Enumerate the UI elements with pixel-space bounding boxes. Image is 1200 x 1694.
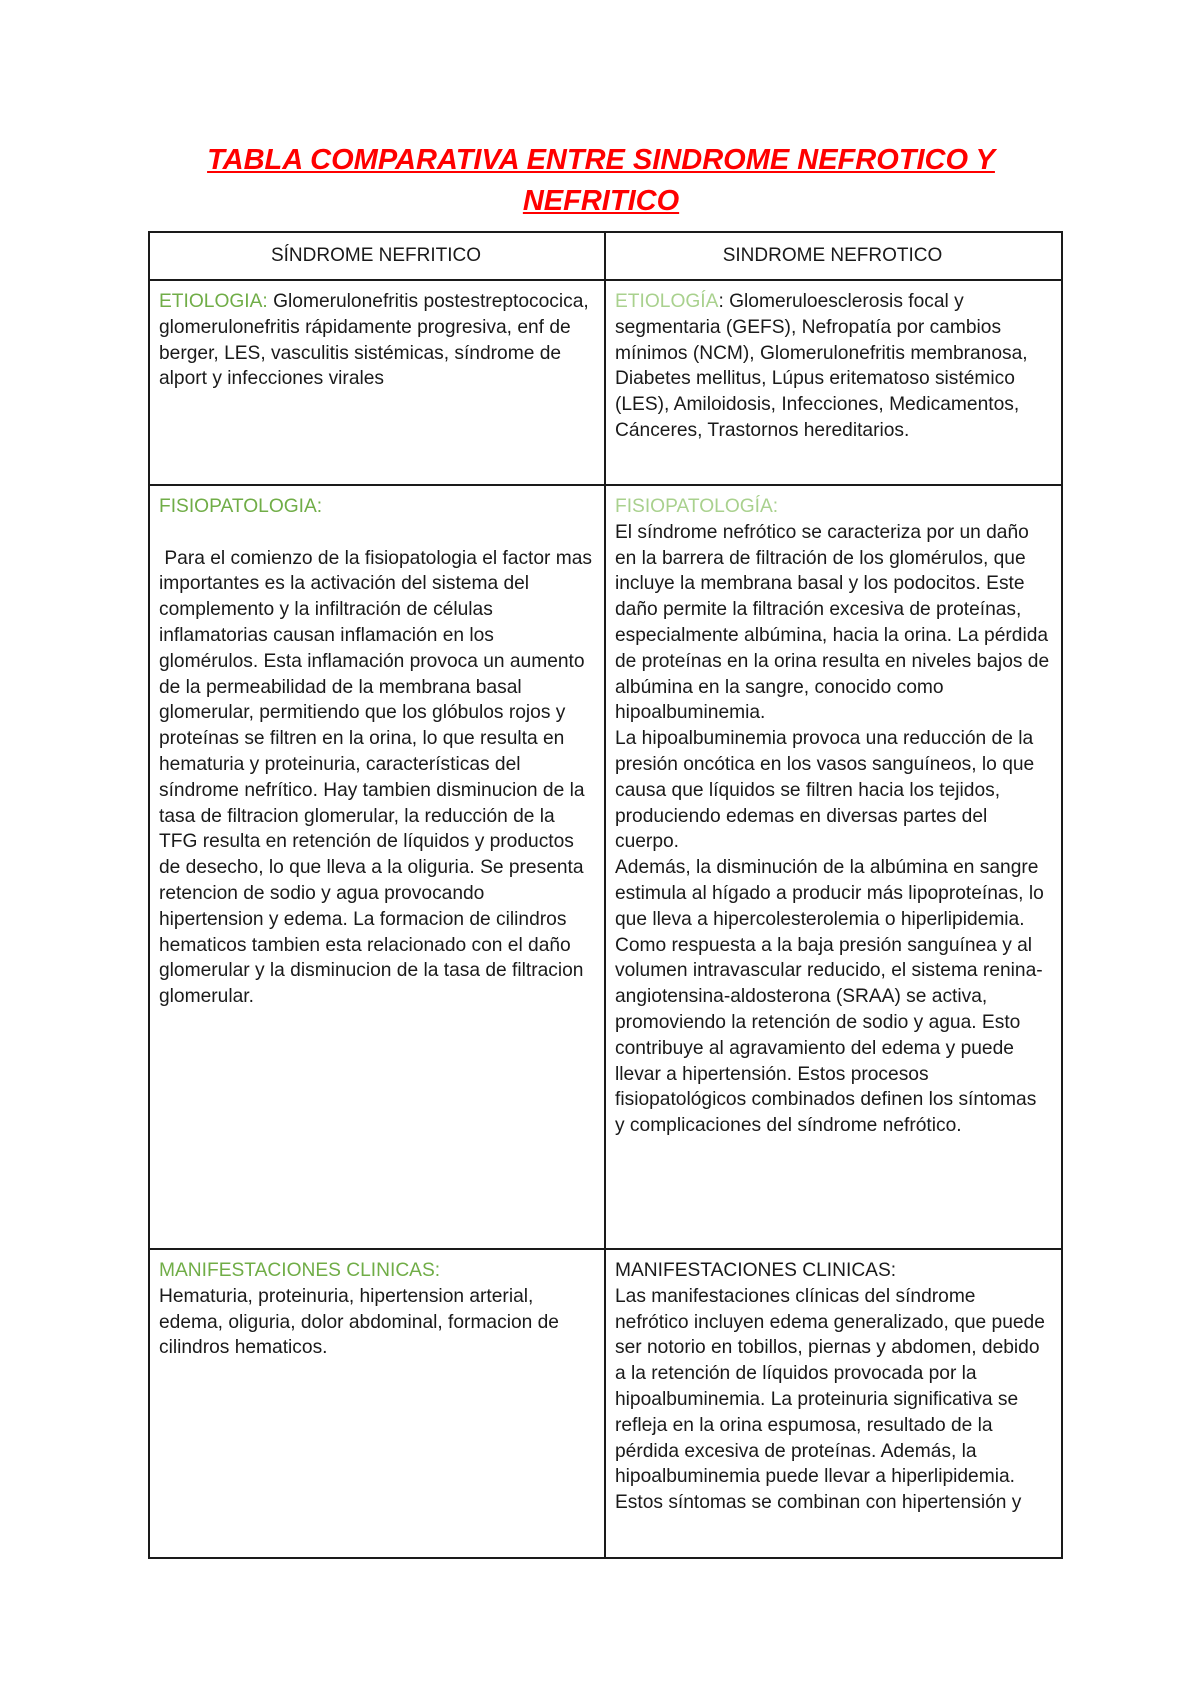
cell-etiologia-nefritico	[149, 280, 605, 485]
fisiopatologia-paragraph: Como respuesta a la baja presión sanguínea y al volumen intravascular reducido, el sistema renina-angiotensina-aldosterona (SRAA) se activa, promoviendo la retención de sodio y agua. Esto contribuye al agravamiento del edema y puede llevar a hipertensión. Estos procesos fisiopatológicos combinados definen los síntomas y complicaciones del síndrome nefrótico.	[615, 934, 1043, 1137]
table-row-fisiopatologia	[149, 485, 1062, 1249]
fisiopatologia-text: Para el comienzo de la fisiopatologia el factor mas importantes es la activación del sistema del complemento y la infiltración de células inflamatorias causan inflamación en los glomérulos. Esta inflamación provoca un aumento de la permeabilidad de la membrana basal glomerular, permitiendo que los glóbulos rojos y proteínas se filtren en la orina, lo que resulta en hematuria y proteinuria, características del síndrome nefrítico. Hay tambien disminucion de la tasa de filtracion glomerular, la reducción de la TFG resulta en retención de líquidos y productos de desecho, lo que lleva a la oliguria. Se presenta retencion de sodio y agua provocando hipertension y edema. La formacion de cilindros hematicos tambien esta relacionado con el daño glomerular y la disminucion de la tasa de filtracion glomerular.	[159, 547, 598, 1008]
fisiopatologia-label: FISIOPATOLOGIA:	[159, 496, 323, 517]
manifestaciones-label: MANIFESTACIONES CLINICAS:	[615, 1260, 897, 1281]
manifestaciones-text: Hematuria, proteinuria, hipertension arterial, edema, oliguria, dolor abdominal, formacion de cilindros hematicos.	[159, 1285, 559, 1359]
table-row-manifestaciones	[149, 1249, 1062, 1558]
cell-manifestaciones-nefritico	[149, 1249, 605, 1558]
comparison-table	[148, 231, 1063, 1559]
page-title: TABLA COMPARATIVA ENTRE SINDROME NEFROTICO Y NEFRITICO	[207, 144, 995, 217]
paragraph-gap	[159, 520, 593, 546]
manifestaciones-text: Las manifestaciones clínicas del síndrome nefrótico incluyen edema generalizado, que puede ser notorio en tobillos, piernas y abdomen, debido a la retención de líquidos provocada por la hipoalbuminemia. La proteinuria significativa se refleja en la orina espumosa, resultado de la pérdida excesiva de proteínas. Además, la hipoalbuminemia puede llevar a hiperlipidemia. Estos síntomas se combinan con hipertensión y	[615, 1285, 1045, 1514]
fisiopatologia-paragraph: Además, la disminución de la albúmina en sangre estimula al hígado a producir más lipoproteínas, lo que lleva a hipercolesterolemia o hiperlipidemia.	[615, 857, 1044, 930]
table-row-etiologia	[149, 280, 1062, 485]
cell-etiologia-nefrotico	[605, 280, 1062, 485]
cell-fisiopatologia-nefrotico	[605, 485, 1062, 1249]
fisiopatologia-paragraph: El síndrome nefrótico se caracteriza por un daño en la barrera de filtración de los glomérulos, que incluye la membrana basal y los podocitos. Este daño permite la filtración excesiva de proteínas, especialmente albúmina, hacia la orina. La pérdida de proteínas en la orina resulta en niveles bajos de albúmina en la sangre, conocido como hipoalbuminemia.	[615, 521, 1050, 724]
cell-fisiopatologia-nefritico	[149, 485, 605, 1249]
etiologia-label: ETIOLOGIA:	[159, 291, 268, 312]
etiologia-label: ETIOLOGÍA	[615, 291, 719, 312]
etiologia-text: Glomerulonefritis postestreptococica, glomerulonefritis rápidamente progresiva, enf de berger, LES, vasculitis sistémicas, síndrome de alport y infecciones virales	[159, 291, 589, 390]
manifestaciones-label: MANIFESTACIONES CLINICAS:	[159, 1260, 441, 1281]
fisiopatologia-label: FISIOPATOLOGÍA:	[615, 496, 779, 517]
etiologia-text: : Glomeruloesclerosis focal y segmentaria (GEFS), Nefropatía por cambios mínimos (NCM), Glomerulonefritis membranosa, Diabetes mellitus, Lúpus eritematoso sistémico (LES), Amiloidosis, Infecciones, Medicamentos, Cánceres, Trastornos hereditarios.	[615, 291, 1028, 441]
table-header-row	[149, 232, 1062, 280]
cell-manifestaciones-nefrotico	[605, 1249, 1062, 1558]
header-nefritico: SÍNDROME NEFRITICO	[149, 232, 605, 280]
header-nefrotico: SINDROME NEFROTICO	[605, 232, 1062, 280]
fisiopatologia-paragraph: La hipoalbuminemia provoca una reducción de la presión oncótica en los vasos sanguíneos, lo que causa que líquidos se filtren hacia los tejidos, produciendo edemas en diversas partes del cuerpo.	[615, 728, 1035, 853]
